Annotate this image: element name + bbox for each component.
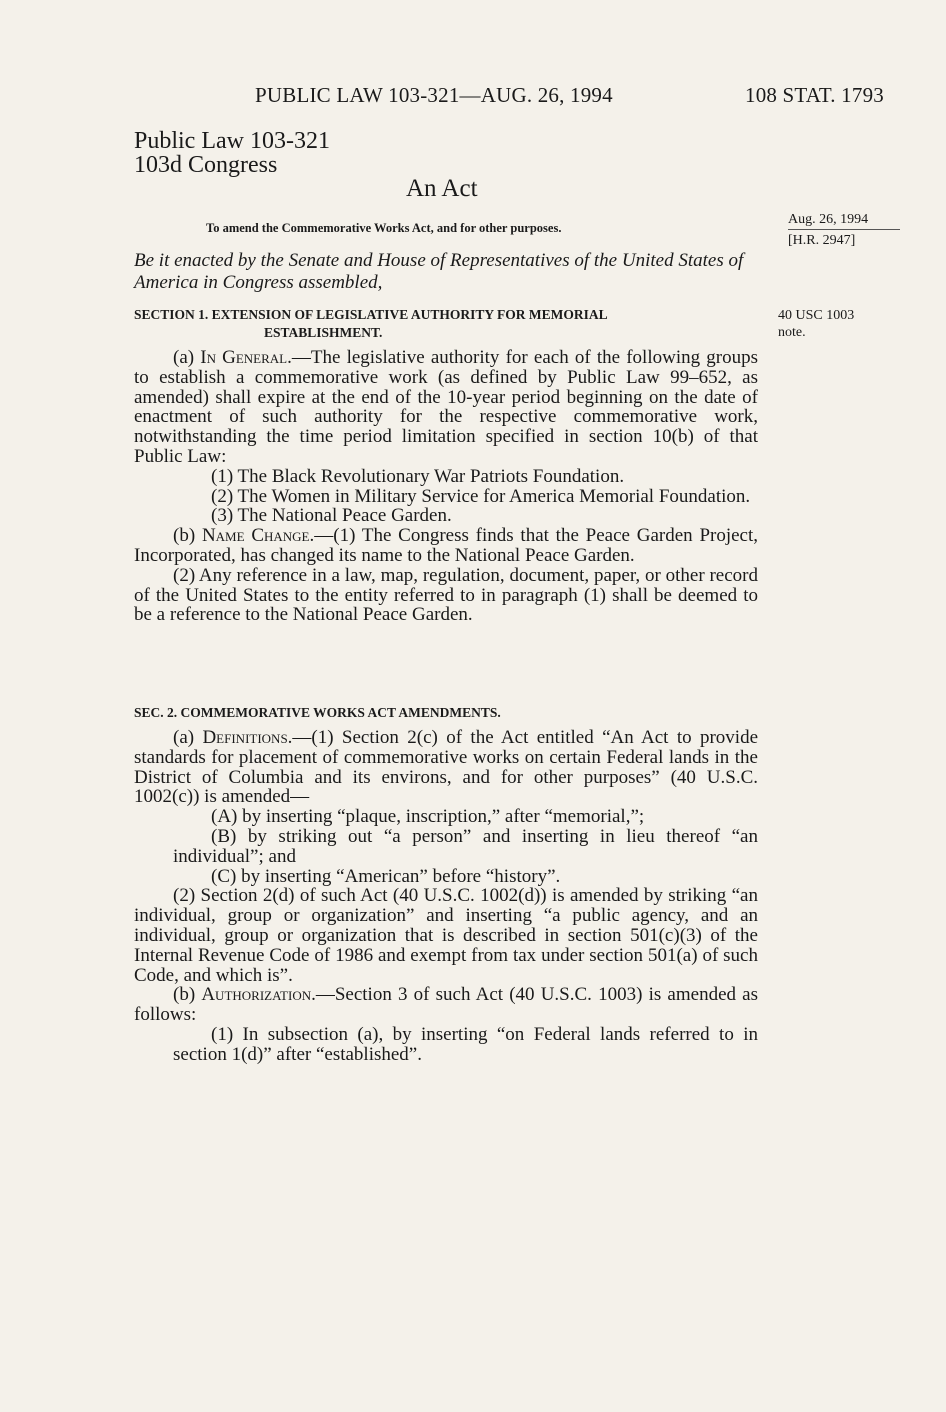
statute-page-number: 108 STAT. 1793 (745, 83, 884, 107)
subsection-text: —Section 3 of such Act (40 U.S.C. 1003) is amended as follows: (134, 984, 758, 1026)
margin-usc-ref: 40 USC 1003 (778, 308, 855, 323)
margin-usc-note-text: note. (778, 325, 806, 340)
subsection-heading: Name Change. (201, 525, 315, 547)
act-title: An Act (406, 175, 478, 202)
running-title: PUBLIC LAW 103-321—AUG. 26, 1994 (255, 83, 613, 107)
margin-bill: [H.R. 2947] (788, 233, 856, 248)
enacting-clause: Be it enacted by the Senate and House of Representatives of the United States of America in Congress assembled, (134, 250, 744, 293)
section1-subsection-b-2: (2) Any reference in a law, map, regulation, document, paper, or other record of the United States to the entity referred to in paragraph (1) shall be deemed to be a reference to the National Peace Garden. (134, 564, 758, 626)
subsection-heading: Authorization. (201, 984, 316, 1006)
margin-date: Aug. 26, 1994 (788, 212, 869, 227)
section1-body (134, 348, 758, 625)
subsection-text: —(1) Section 2(c) of the Act entitled “An Act to provide standards for placement of commemorative works on certain Federal lands in the District of Columbia and its environs, and for other purposes” (40 U.S.C. 1002(c)) is amended— (134, 727, 758, 808)
subsection-label: (b) (173, 525, 202, 547)
congress-number: 103d Congress (134, 152, 278, 178)
section2-subsection-b-1: (1) In subsection (a), by inserting “on Federal lands referred to in section 1(d)” after “established”. (173, 1023, 758, 1065)
section2-clause-C: (C) by inserting “American” before “history”. (211, 865, 561, 887)
section2-heading: SEC. 2. COMMEMORATIVE WORKS ACT AMENDMENTS. (134, 705, 501, 720)
subsection-label: (a) (173, 727, 203, 748)
margin-date-note (788, 211, 900, 249)
subsection-label: (a) (173, 347, 201, 368)
section1-subsection-a (134, 348, 758, 467)
margin-divider (788, 229, 900, 230)
subsection-text: —The legislative authority for each of the following groups to establish a commemorative work (as defined by Public Law 99–652, as amended) shall expire at the end of the 10-year period beginning on the date of enactment of such authority for the respective commemorative work, notwithstanding the time period limitation specified in section 10(b) of that Public Law: (134, 347, 758, 467)
section2-body (134, 728, 758, 1065)
section1-heading-line1: SECTION 1. EXTENSION OF LEGISLATIVE AUTHORITY FOR MEMORIAL (134, 307, 608, 322)
section1-item-1: (1) The Black Revolutionary War Patriots Foundation. (211, 465, 625, 487)
subsection-label: (b) (173, 984, 202, 1006)
margin-usc-note (778, 307, 854, 341)
item-text: (2) The Women in Military Service for America Memorial Foundation. (211, 485, 751, 507)
section1-item-2 (134, 487, 758, 507)
subsection-heading: Definitions. (202, 727, 293, 748)
section2-paragraph-2: (2) Section 2(d) of such Act (40 U.S.C. 1002(d)) is amended by striking “an individual, group or organization” and inserting “a public agency, and an individual, group or organization that is described in section 501(c)(3) of the Internal Revenue Code of 1986 and exempt from tax under section 501(a) of such Code, and which is”. (134, 885, 758, 986)
section2-clause-A: (A) by inserting “plaque, inscription,” after “memorial,”; (211, 806, 645, 828)
subsection-text: —(1) The Congress finds that the Peace Garden Project, Incorporated, has changed its name to the National Peace Garden. (134, 525, 759, 566)
act-purpose: To amend the Commemorative Works Act, and for other purposes. (206, 221, 562, 235)
law-number: Public Law 103-321 (134, 128, 330, 154)
section2-subsection-b (134, 985, 758, 1025)
subsection-heading: In General. (200, 347, 292, 368)
section1-heading-line2: ESTABLISHMENT. (264, 325, 383, 340)
section1-subsection-b (134, 526, 758, 566)
section2-clause-B: (B) by striking out “a person” and inserting in lieu thereof “an individual”; and (173, 825, 758, 867)
section2-subsection-a (134, 728, 758, 807)
section1-item-3: (3) The National Peace Garden. (211, 505, 452, 527)
